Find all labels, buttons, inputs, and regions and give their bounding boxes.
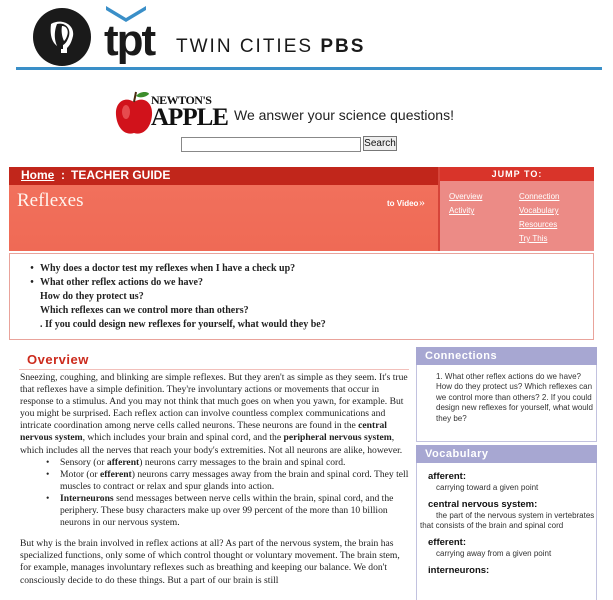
- vocab-term: central nervous system:: [428, 499, 538, 510]
- search-button[interactable]: Search: [364, 138, 396, 149]
- list-item: [20, 469, 412, 493]
- apple-icon: [113, 90, 155, 136]
- jump-link-vocabulary[interactable]: Vocabulary: [519, 206, 559, 215]
- list-item: [20, 493, 412, 529]
- overview-paragraph-2: But why is the brain involved in reflex actions at all? As part of the nervous system, the brain has specialized functions, only some of which control thought or voluntary movement. The brain stem, for example, manages involuntary reflexes such as breathing and keeping our balance. We don't consciously decide to do these things. But a part of our brain is still: [20, 538, 400, 586]
- station-name-pbs: PBS: [320, 36, 366, 57]
- term-central-nervous-system: central nervous system: [20, 420, 387, 444]
- pbs-head-icon: [47, 20, 77, 54]
- questions-box: [9, 253, 594, 340]
- jump-to-panel: [438, 167, 594, 251]
- neuron-types-list: [20, 457, 412, 530]
- double-chevron-right-icon[interactable]: »: [419, 195, 425, 209]
- tpt-logo[interactable]: [104, 4, 164, 66]
- logo-line-2: APPLE: [151, 104, 228, 131]
- connections-heading: Connections: [416, 347, 597, 365]
- overview-heading: Overview: [27, 352, 89, 367]
- term-peripheral-nervous-system: peripheral nervous system: [283, 432, 392, 444]
- jump-to-title: JUMP TO:: [440, 167, 594, 181]
- term-efferent: efferent: [99, 468, 132, 480]
- site-header: [0, 0, 613, 72]
- term-interneurons: Interneurons: [60, 492, 114, 504]
- vocab-term: interneurons:: [428, 565, 490, 576]
- newtons-apple-logo[interactable]: [151, 94, 231, 130]
- question-text: Why does a doctor test my reflexes when I have a check up?: [40, 263, 296, 274]
- breadcrumb: [9, 167, 438, 185]
- bullet: •: [30, 277, 34, 288]
- list-item: [20, 457, 412, 469]
- jump-link-activity[interactable]: Activity: [449, 206, 475, 215]
- tpt-wordmark: tpt: [104, 16, 155, 65]
- vocab-definition: carrying away from a given point: [436, 549, 552, 558]
- question-text: How do they protect us?: [40, 291, 144, 302]
- jump-link-overview[interactable]: Overview: [449, 192, 483, 201]
- overview-body: [20, 372, 412, 587]
- search-input[interactable]: [181, 137, 361, 152]
- text-run: Sensory (or: [60, 456, 107, 468]
- banner-tagline: We answer your science questions!: [234, 107, 454, 123]
- jump-link-connection[interactable]: Connection: [519, 192, 560, 201]
- page-heading-area: [9, 185, 438, 251]
- text-run: , which includes your brain and spinal cord, and the: [82, 432, 284, 444]
- vocabulary-list: [420, 471, 596, 577]
- to-video-link[interactable]: to Video: [387, 199, 419, 208]
- jump-link-resources[interactable]: Resources: [519, 220, 558, 229]
- vocab-definition: the part of the nervous system in vertebrates that consists of the brain and spinal cord: [420, 511, 595, 530]
- term-afferent: afferent: [106, 456, 140, 468]
- logo-line-1: NEWTON'S: [151, 93, 212, 107]
- vocabulary-heading: Vocabulary: [416, 445, 597, 463]
- text-run: send messages between nerve cells within the brain, spinal cord, and the periphery. These busy characters make up over 99 percent of the more than 10 billion neurons in our nervous system.: [60, 492, 394, 529]
- sidebar: [416, 347, 597, 600]
- station-name-prefix: TWIN CITIES: [176, 36, 321, 57]
- list-item: [24, 276, 326, 290]
- overview-divider: [19, 369, 409, 370]
- breadcrumb-current: TEACHER GUIDE: [71, 168, 171, 182]
- nav-panel: [9, 167, 594, 251]
- newtons-apple-banner: [113, 88, 473, 138]
- text-run: Sneezing, coughing, and blinking are simple reflexes. But they aren't as simple as they seem. It's true that reflexes have a simple definition. They're involuntary actions or movements that occur in response to a stimulus. And you may not think that much goes on when you yawn, for example. But you might be surprised. Each reflex action can involve countless complex communications and intricate coordination among nerve cells called neurons. These neurons are found in the: [20, 372, 408, 432]
- question-text: What other reflex actions do we have?: [40, 277, 203, 288]
- vocab-term: efferent:: [428, 537, 467, 548]
- question-text: . If you could design new reflexes for yourself, what would they be?: [40, 319, 326, 330]
- page-title: Reflexes: [17, 190, 84, 211]
- pbs-logo-icon[interactable]: [33, 8, 91, 66]
- header-divider: [16, 67, 602, 70]
- bullet: •: [30, 263, 34, 274]
- question-list: [24, 262, 326, 332]
- jump-link-try-this[interactable]: Try This: [519, 234, 548, 243]
- text-run: ) neurons carry messages to the brain and spinal cord.: [139, 456, 346, 468]
- vocab-term: afferent:: [428, 471, 467, 482]
- list-item: [24, 304, 326, 318]
- text-run: Motor (or: [60, 468, 100, 480]
- question-text: Which reflexes can we control more than others?: [40, 305, 249, 316]
- vocab-definition: carrying toward a given point: [436, 483, 539, 492]
- text-run: ) neurons carry messages away from the brain and spinal cord. They tell muscles to contract or relax and spur glands into action.: [60, 468, 409, 492]
- list-item: [24, 318, 326, 332]
- breadcrumb-home-link[interactable]: Home: [21, 168, 55, 182]
- station-name: [176, 36, 365, 58]
- list-item: [24, 290, 326, 304]
- connections-text: 1. What other reflex actions do we have? How do they protect us? Which reflexes can we control more than others? 2. If you could design new reflexes for yourself, what would they be?: [436, 372, 593, 423]
- list-item: [24, 262, 326, 276]
- breadcrumb-separator: :: [61, 168, 65, 182]
- text-run: , which includes all the nerves that reach your body's extremities. Not all neurons are alike, however.: [20, 432, 403, 456]
- overview-paragraph-1: [20, 372, 412, 457]
